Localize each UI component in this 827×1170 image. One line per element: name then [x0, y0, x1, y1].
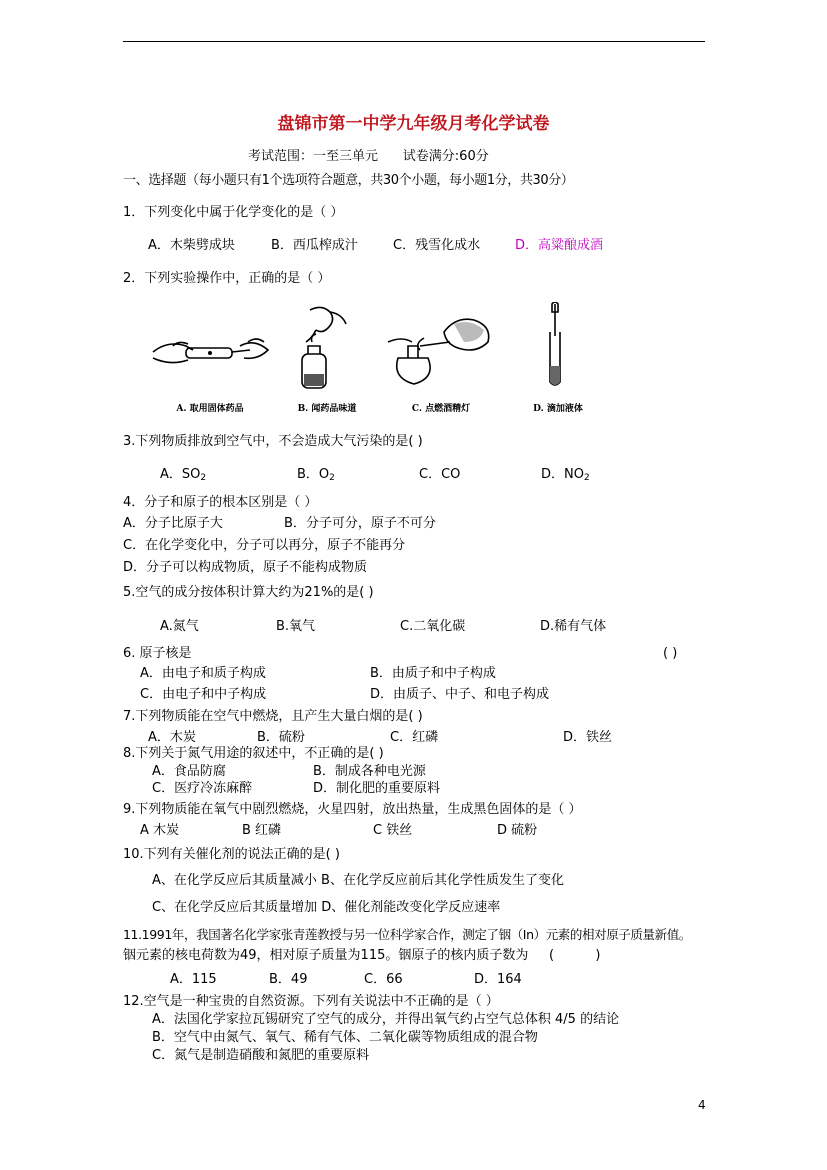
q6-stem: 6. 原子核是 [123, 646, 192, 661]
q1-stem: 1．下列变化中属于化学变化的是（ ） [123, 205, 344, 220]
q7-option-c: C．红磷 [390, 730, 439, 745]
q9-option-c: C 铁丝 [373, 823, 413, 838]
figure-a-solid-reagent [148, 302, 272, 414]
q6-answer-bracket: ( ) [663, 646, 678, 661]
q11-stem-line2: 铟元素的核电荷数为49，相对原子质量为115。铟原子的核内质子数为 ( ) [123, 948, 601, 963]
exam-title: 盘锦市第一中学九年级月考化学试卷 [277, 114, 550, 134]
section-heading: 一、选择题（每小题只有1个选项符合题意，共30个小题，每小题1分，共30分） [123, 173, 574, 188]
q8-option-a: A．食品防腐 [152, 764, 226, 779]
q6-option-d: D．由质子、中子、和电子构成 [370, 687, 550, 702]
q9-option-b: B 红磷 [242, 823, 282, 838]
person-smelling-icon [282, 302, 372, 394]
q5-stem: 5.空气的成分按体积计算大约为21%的是( ) [123, 585, 374, 600]
header-rule [123, 41, 705, 42]
q3-stem: 3.下列物质排放到空气中，不会造成大气污染的是( ) [123, 434, 423, 449]
q11-option-d: D．164 [474, 972, 522, 987]
q8-stem: 8.下列关于氮气用途的叙述中，不正确的是( ) [123, 746, 384, 761]
q8-option-b: B．制成各种电光源 [313, 764, 426, 779]
q4-option-b: B．分子可分，原子不可分 [284, 516, 436, 531]
q5-option-d: D.稀有气体 [540, 619, 607, 634]
q12-option-b: B．空气中由氮气、氧气、稀有气体、二氧化碳等物质组成的混合物 [152, 1030, 538, 1045]
figure-d-dropper [508, 302, 608, 414]
q11-stem-line1: 11.1991年，我国著名化学家张青莲教授与另一位科学家合作，测定了铟（In）元素的相对原子质量新值。 [123, 927, 691, 942]
alcohol-lamp-icon [384, 302, 498, 394]
q1-option-a: A．木柴劈成块 [148, 238, 235, 253]
q1-option-c: C．残雪化成水 [393, 238, 481, 253]
q4-option-c: C．在化学变化中，分子可以再分，原子不能再分 [123, 538, 406, 553]
figure-a-caption: A. 取用固体药品 [176, 404, 244, 414]
q2-stem: 2．下列实验操作中，正确的是（ ） [123, 271, 331, 286]
q7-option-d: D．铁丝 [563, 730, 613, 745]
page-number: 4 [698, 1098, 706, 1112]
q3-option-c: C．CO [419, 467, 461, 482]
q6-option-a: A．由电子和质子构成 [140, 666, 266, 681]
q9-stem: 9.下列物质能在氧气中剧烈燃烧，火星四射，放出热量，生成黑色固体的是（ ） [123, 802, 582, 817]
q9-option-a: A 木炭 [140, 823, 180, 838]
q6-option-b: B．由质子和中子构成 [370, 666, 496, 681]
figure-c-alcohol-lamp [384, 302, 498, 414]
q5-option-b: B.氧气 [276, 619, 316, 634]
q7-option-b: B．硫粉 [257, 730, 305, 745]
hand-test-tube-icon [148, 302, 272, 394]
q12-option-c: C．氮气是制造硝酸和氮肥的重要原料 [152, 1048, 370, 1063]
q11-option-a: A．115 [170, 972, 217, 987]
figure-c-caption: C. 点燃酒精灯 [411, 404, 471, 414]
q11-option-c: C．66 [364, 972, 403, 987]
q12-stem: 12.空气是一种宝贵的自然资源。下列有关说法中不正确的是（ ） [123, 994, 499, 1009]
q9-option-d: D 硫粉 [497, 823, 538, 838]
q3-option-a: A．$SO_2$ [160, 467, 207, 483]
dropper-test-tube-icon [508, 302, 608, 394]
q3-option-b: B．$O_2$ [297, 467, 335, 483]
q2-figures [148, 302, 628, 414]
figure-d-caption: D. 滴加液体 [533, 404, 583, 414]
q1-option-b: B．西瓜榨成汁 [271, 238, 358, 253]
q7-option-a: A．木炭 [148, 730, 196, 745]
q8-option-d: D．制化肥的重要原料 [313, 781, 441, 796]
q10-options-ab: A、在化学反应后其质量减小 B、在化学反应前后其化学性质发生了变化 [152, 873, 564, 888]
q4-stem: 4．分子和原子的根本区别是（ ） [123, 495, 318, 510]
q3-option-d: D．$NO_2$ [541, 467, 590, 483]
q12-option-a: A．法国化学家拉瓦锡研究了空气的成分，并得出氧气约占空气总体积 4/5 的结论 [152, 1012, 620, 1027]
q8-option-c: C．医疗冷冻麻醉 [152, 781, 253, 796]
q1-option-d: D．高粱酿成酒 [515, 238, 604, 253]
figure-b-smell [282, 302, 372, 414]
q6-option-c: C．由电子和中子构成 [140, 687, 267, 702]
q11-option-b: B．49 [269, 972, 308, 987]
q5-option-c: C.二氧化碳 [400, 619, 466, 634]
q7-stem: 7.下列物质能在空气中燃烧，且产生大量白烟的是( ) [123, 709, 423, 724]
exam-subtitle: 考试范围：一至三单元 试卷满分:60分 [248, 149, 489, 164]
q10-options-cd: C、在化学反应后其质量增加 D、催化剂能改变化学反应速率 [152, 900, 501, 915]
q10-stem: 10.下列有关催化剂的说法正确的是( ) [123, 847, 340, 862]
q5-option-a: A.氮气 [160, 619, 199, 634]
q4-option-d: D．分子可以构成物质，原子不能构成物质 [123, 560, 368, 575]
figure-b-caption: B. 闻药品味道 [297, 404, 357, 414]
q4-option-a: A．分子比原子大 [123, 516, 223, 531]
